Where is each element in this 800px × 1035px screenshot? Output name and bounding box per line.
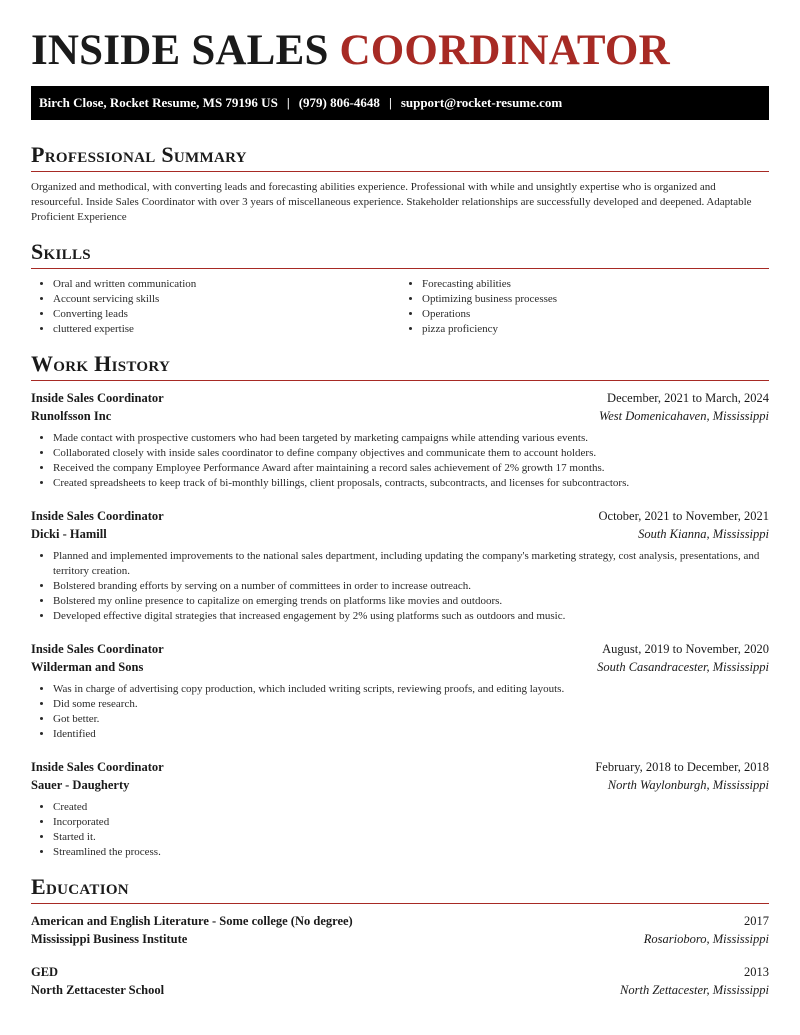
education-entry bbox=[31, 963, 769, 999]
name-part-1: INSIDE SALES bbox=[31, 27, 329, 74]
section-divider bbox=[31, 903, 769, 904]
section-divider bbox=[31, 171, 769, 172]
job-bullet: • Incorporated bbox=[53, 815, 769, 830]
job-entry bbox=[31, 640, 769, 742]
job-bullet: • Planned and implemented improvements to the national sales department, including updating the company's marketing strategy, cost analysis, presentations, and territory creation. bbox=[53, 549, 769, 579]
job-location: South Casandracester, Mississippi bbox=[597, 660, 769, 674]
job-title: Inside Sales Coordinator bbox=[31, 642, 164, 656]
job-bullet: • Started it. bbox=[53, 830, 769, 845]
education-school: Mississippi Business Institute bbox=[31, 932, 188, 946]
education-degree: GED bbox=[31, 965, 59, 979]
job-bullet: • Made contact with prospective customers who had been targeted by marketing campaigns while attending various events. bbox=[53, 431, 769, 446]
job-company: Runolfsson Inc bbox=[31, 409, 112, 423]
job-bullet: • Bolstered my online presence to capitalize on emerging trends on platforms like movies and outdoors. bbox=[53, 594, 769, 609]
job-dates: October, 2021 to November, 2021 bbox=[598, 509, 769, 523]
skill-item: • Account servicing skills bbox=[53, 292, 400, 307]
education-year: 2017 bbox=[744, 914, 769, 928]
job-bullets bbox=[31, 549, 769, 624]
resume-page bbox=[31, 0, 769, 999]
job-bullet: • Was in charge of advertising copy production, which included writing scripts, reviewing proofs, and editing layouts. bbox=[53, 682, 769, 697]
skill-item: • Optimizing business processes bbox=[422, 292, 769, 307]
name-part-2: COORDINATOR bbox=[339, 27, 670, 74]
summary-section bbox=[31, 142, 769, 225]
skill-item: • pizza proficiency bbox=[422, 322, 769, 337]
job-location: West Domenicahaven, Mississippi bbox=[598, 409, 769, 423]
summary-title: Professional Summary bbox=[31, 142, 247, 167]
contact-bar bbox=[31, 86, 769, 120]
skill-item: • Converting leads bbox=[53, 307, 400, 322]
job-entry bbox=[31, 389, 769, 491]
job-bullet: • Created spreadsheets to keep track of bi-monthly billings, client proposals, contracts, subcontracts, and licenses for subcontractors. bbox=[53, 476, 769, 491]
resume-name-heading bbox=[31, 27, 769, 75]
job-bullet: • Created bbox=[53, 800, 769, 815]
job-dates: February, 2018 to December, 2018 bbox=[595, 760, 769, 774]
job-entry bbox=[31, 507, 769, 624]
job-bullet: • Collaborated closely with inside sales coordinator to define company objectives and communicate them to account holders. bbox=[53, 446, 769, 461]
job-title: Inside Sales Coordinator bbox=[31, 509, 164, 523]
job-bullet: • Developed effective digital strategies that increased engagement by 2% using platforms such as outdoors and music. bbox=[53, 609, 769, 624]
skills-columns bbox=[31, 277, 769, 337]
skill-item: • Operations bbox=[422, 307, 769, 322]
job-dates: December, 2021 to March, 2024 bbox=[607, 391, 769, 405]
job-bullet: • Got better. bbox=[53, 712, 769, 727]
job-location: North Waylonburgh, Mississippi bbox=[607, 778, 769, 792]
education-entry bbox=[31, 912, 769, 948]
skills-title: Skills bbox=[31, 239, 91, 264]
job-company: Wilderman and Sons bbox=[31, 660, 144, 674]
job-company: Sauer - Daugherty bbox=[31, 778, 130, 792]
job-bullet: • Did some research. bbox=[53, 697, 769, 712]
education-year: 2013 bbox=[744, 965, 769, 979]
job-company: Dicki - Hamill bbox=[31, 527, 107, 541]
contact-phone: (979) 806-4648 bbox=[298, 95, 380, 110]
contact-email: support@rocket-resume.com bbox=[400, 95, 563, 110]
skill-item: • Forecasting abilities bbox=[422, 277, 769, 292]
education-school: North Zettacester School bbox=[31, 983, 165, 997]
skills-section bbox=[31, 239, 769, 337]
education-section bbox=[31, 874, 769, 999]
job-title: Inside Sales Coordinator bbox=[31, 760, 164, 774]
education-location: North Zettacester, Mississippi bbox=[620, 983, 769, 997]
skill-item: • cluttered expertise bbox=[53, 322, 400, 337]
job-bullet: • Bolstered branding efforts by serving on a number of committees in order to increase outreach. bbox=[53, 579, 769, 594]
job-bullet: • Streamlined the process. bbox=[53, 845, 769, 860]
job-entry bbox=[31, 758, 769, 860]
skills-right-list bbox=[400, 277, 769, 337]
education-degree: American and English Literature - Some college (No degree) bbox=[31, 914, 353, 928]
work-history-title: Work History bbox=[31, 351, 171, 376]
job-bullets bbox=[31, 800, 769, 860]
education-title: Education bbox=[31, 874, 129, 899]
contact-separator: | bbox=[388, 95, 392, 110]
contact-separator: | bbox=[286, 95, 290, 110]
education-location: Rosarioboro, Mississippi bbox=[643, 932, 769, 946]
section-divider bbox=[31, 268, 769, 269]
contact-address: Birch Close, Rocket Resume, MS 79196 US bbox=[39, 95, 278, 110]
skills-left-list bbox=[31, 277, 400, 337]
job-bullets bbox=[31, 682, 769, 742]
job-bullets bbox=[31, 431, 769, 491]
work-history-section bbox=[31, 351, 769, 860]
skill-item: • Oral and written communication bbox=[53, 277, 400, 292]
job-bullet: • Received the company Employee Performance Award after maintaining a record sales achievement of 2% growth 17 months. bbox=[53, 461, 769, 476]
job-bullet: • Identified bbox=[53, 727, 769, 742]
job-location: South Kianna, Mississippi bbox=[638, 527, 769, 541]
summary-text: Organized and methodical, with converting leads and forecasting abilities experience. Professional with while and unsightly expertise who is organized and resourceful. Inside Sales Coordinator with over 3 years of miscellaneous experience. Stakeholder relationships are successfully developed and deepened. Adaptable Proficient Experience bbox=[31, 181, 752, 223]
job-dates: August, 2019 to November, 2020 bbox=[602, 642, 769, 656]
job-title: Inside Sales Coordinator bbox=[31, 391, 164, 405]
section-divider bbox=[31, 380, 769, 381]
